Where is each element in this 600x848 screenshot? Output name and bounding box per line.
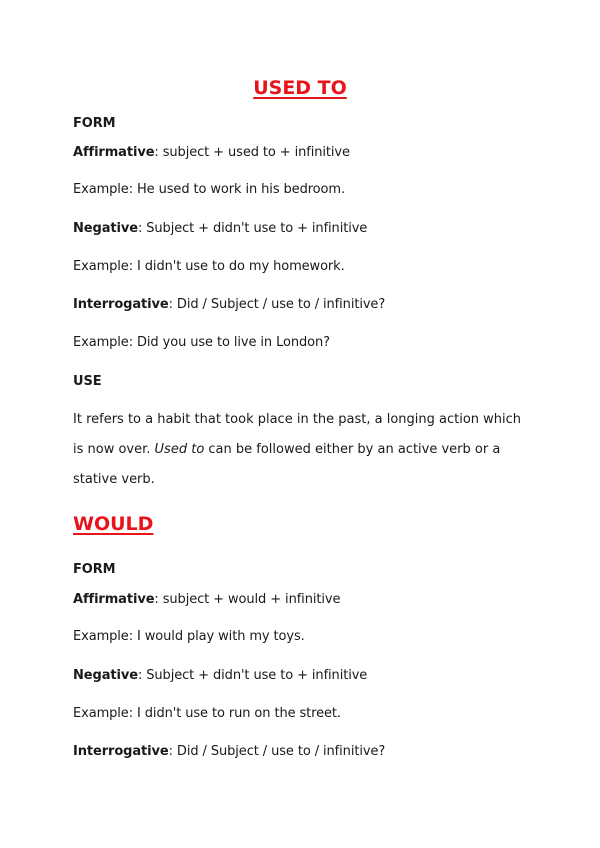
- interrogative-rule: [73, 297, 385, 313]
- affirmative-rule: [73, 592, 340, 608]
- negative-rule: [73, 221, 367, 237]
- section-title-used-to: [0, 77, 600, 99]
- form-heading: FORM: [73, 562, 116, 577]
- negative-label: Negative: [73, 668, 138, 683]
- use-text-part1: It refers to a habit that took place in the past, a longing action which is now over.: [73, 412, 522, 457]
- negative-rule: [73, 668, 367, 684]
- example-affirmative: Example: He used to work in his bedroom.: [73, 182, 345, 197]
- affirmative-text: : subject + used to + infinitive: [154, 145, 350, 160]
- interrogative-label: Interrogative: [73, 297, 169, 312]
- use-paragraph: [73, 405, 523, 495]
- section-title-text: USED TO: [253, 77, 347, 99]
- interrogative-label: Interrogative: [73, 744, 169, 759]
- interrogative-rule: [73, 744, 385, 760]
- affirmative-label: Affirmative: [73, 145, 155, 160]
- negative-label: Negative: [73, 221, 138, 236]
- negative-text: : Subject + didn't use to + infinitive: [137, 668, 368, 683]
- example-affirmative: Example: I would play with my toys.: [73, 629, 305, 644]
- use-text-italic: Used to: [154, 442, 205, 457]
- form-heading: FORM: [73, 116, 116, 131]
- affirmative-text: : subject + would + infinitive: [154, 592, 341, 607]
- example-negative: Example: I didn't use to do my homework.: [73, 259, 345, 274]
- example-negative: Example: I didn't use to run on the street.: [73, 706, 341, 721]
- negative-text: : Subject + didn't use to + infinitive: [137, 221, 368, 236]
- example-interrogative: Example: Did you use to live in London?: [73, 335, 330, 350]
- affirmative-rule: [73, 145, 350, 161]
- section-title-text: WOULD: [73, 513, 154, 535]
- section-title-would: [73, 513, 153, 535]
- interrogative-text: : Did / Subject / use to / infinitive?: [168, 744, 386, 759]
- use-text-part2: can be followed either by an active verb or a stative verb.: [73, 442, 501, 487]
- interrogative-text: : Did / Subject / use to / infinitive?: [168, 297, 386, 312]
- affirmative-label: Affirmative: [73, 592, 155, 607]
- use-heading: USE: [73, 374, 102, 389]
